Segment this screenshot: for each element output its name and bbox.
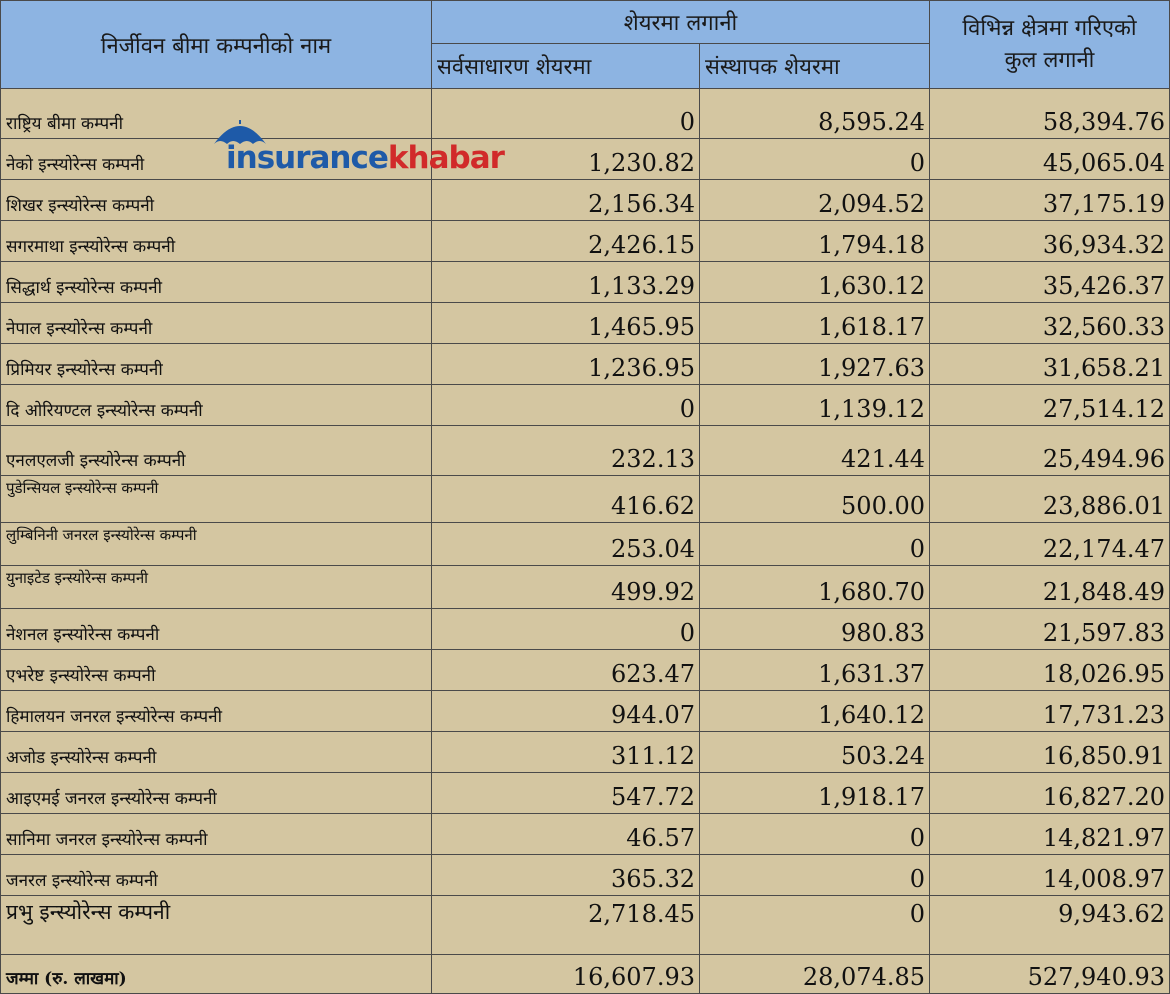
public-share-value: 416.62 [432,476,700,523]
insurancekhabar-logo [208,118,504,178]
company-name: नेपाल इन्स्योरेन्स कम्पनी [1,303,432,344]
public-share-value: 46.57 [432,814,700,855]
public-share-value: 1,236.95 [432,344,700,385]
promoter-share-value: 1,794.18 [700,221,930,262]
promoter-share-value: 2,094.52 [700,180,930,221]
total-header-line1: विभिन्न क्षेत्रमा गरिएको [962,15,1137,41]
public-share-value: 499.92 [432,566,700,609]
total-investment-value: 22,174.47 [930,523,1170,566]
total-investment-value: 31,658.21 [930,344,1170,385]
table-row [1,855,1170,896]
company-column-header: निर्जीवन बीमा कम्पनीको नाम [1,1,432,89]
promoter-share-value: 1,139.12 [700,385,930,426]
promoter-share-value: 503.24 [700,732,930,773]
public-share-value: 944.07 [432,691,700,732]
promoter-share-value: 421.44 [700,426,930,476]
total-investment-value: 16,850.91 [930,732,1170,773]
promoter-share-value: 1,630.12 [700,262,930,303]
company-name: एभरेष्ट इन्स्योरेन्स कम्पनी [1,650,432,691]
total-investment-value: 16,827.20 [930,773,1170,814]
total-investment-value: 9,943.62 [930,896,1170,955]
total-investment-value: 35,426.37 [930,262,1170,303]
promoter-share-value: 500.00 [700,476,930,523]
table-row [1,180,1170,221]
public-share-value: 232.13 [432,426,700,476]
company-name: युनाइटेड इन्स्योरेन्स कम्पनी [1,566,432,609]
company-name: अजोड इन्स्योरेन्स कम्पनी [1,732,432,773]
company-name: सगरमाथा इन्स्योरेन्स कम्पनी [1,221,432,262]
totals-label: जम्मा (रु. लाखमा) [1,955,432,994]
logo-word-khabar: khabar [387,140,504,176]
table-row [1,523,1170,566]
public-share-value: 0 [432,385,700,426]
total-investment-value: 18,026.95 [930,650,1170,691]
total-investment-value: 58,394.76 [930,89,1170,139]
share-investment-group-header: शेयरमा लगानी [432,1,930,44]
company-name: सिद्धार्थ इन्स्योरेन्स कम्पनी [1,262,432,303]
public-share-value: 365.32 [432,855,700,896]
total-investment-value: 14,008.97 [930,855,1170,896]
company-name: शिखर इन्स्योरेन्स कम्पनी [1,180,432,221]
company-name: लुम्बिनिनी जनरल इन्स्योरेन्स कम्पनी [1,523,432,566]
promoter-share-header: संस्थापक शेयरमा [700,44,930,89]
total-investment-value: 37,175.19 [930,180,1170,221]
total-investment-value: 27,514.12 [930,385,1170,426]
public-share-value: 311.12 [432,732,700,773]
promoter-share-value: 1,918.17 [700,773,930,814]
company-name: हिमालयन जनरल इन्स्योरेन्स कम्पनी [1,691,432,732]
promoter-share-value: 1,631.37 [700,650,930,691]
total-investment-value: 36,934.32 [930,221,1170,262]
public-share-value: 2,718.45 [432,896,700,955]
promoter-share-value: 980.83 [700,609,930,650]
table-row [1,303,1170,344]
public-share-value: 253.04 [432,523,700,566]
company-name: राष्ट्रिय बीमा कम्पनी [1,89,432,139]
logo-word-insurance: insurance [226,140,388,176]
public-share-value: 1,465.95 [432,303,700,344]
public-share-value: 0 [432,89,700,139]
public-share-header: सर्वसाधारण शेयरमा [432,44,700,89]
total-investment-value: 21,848.49 [930,566,1170,609]
total-investment-value: 23,886.01 [930,476,1170,523]
grand-total: 527,940.93 [930,955,1170,994]
table-row [1,650,1170,691]
company-name: दि ओरियण्टल इन्स्योरेन्स कम्पनी [1,385,432,426]
table-row [1,385,1170,426]
company-name: पुडेन्सियल इन्स्योरेन्स कम्पनी [1,476,432,523]
company-name: प्रिमियर इन्स्योरेन्स कम्पनी [1,344,432,385]
totals-row [1,955,1170,994]
public-share-value: 1,230.82 [432,139,700,180]
table-row [1,732,1170,773]
promoter-share-value: 0 [700,523,930,566]
total-header-line2: कुल लगानी [1004,47,1095,73]
promoter-share-value: 0 [700,814,930,855]
company-name: सानिमा जनरल इन्स्योरेन्स कम्पनी [1,814,432,855]
table-row [1,814,1170,855]
promoter-share-value: 1,640.12 [700,691,930,732]
table-row [1,89,1170,139]
table-row [1,609,1170,650]
company-name: प्रभु इन्स्योरेन्स कम्पनी [1,896,432,955]
total-investment-value: 32,560.33 [930,303,1170,344]
promoter-share-value: 8,595.24 [700,89,930,139]
promoter-share-value: 1,680.70 [700,566,930,609]
public-share-value: 0 [432,609,700,650]
total-investment-value: 21,597.83 [930,609,1170,650]
total-investment-value: 17,731.23 [930,691,1170,732]
table-row [1,773,1170,814]
public-share-value: 623.47 [432,650,700,691]
promoter-share-value: 0 [700,855,930,896]
table-row [1,691,1170,732]
promoter-share-value: 1,618.17 [700,303,930,344]
logo-wordmark [226,140,504,176]
table-row [1,426,1170,476]
total-investment-value: 14,821.97 [930,814,1170,855]
table-row [1,221,1170,262]
public-share-value: 2,426.15 [432,221,700,262]
company-name: नेशनल इन्स्योरेन्स कम्पनी [1,609,432,650]
public-share-value: 2,156.34 [432,180,700,221]
table-row [1,896,1170,955]
table-row [1,566,1170,609]
table-row [1,476,1170,523]
company-name: जनरल इन्स्योरेन्स कम्पनी [1,855,432,896]
promoter-share-value: 0 [700,896,930,955]
table-row [1,139,1170,180]
table-row [1,344,1170,385]
public-share-value: 547.72 [432,773,700,814]
company-name: आइएमई जनरल इन्स्योरेन्स कम्पनी [1,773,432,814]
promoter-share-value: 1,927.63 [700,344,930,385]
total-investment-value: 45,065.04 [930,139,1170,180]
total-investment-header [930,1,1170,89]
promoter-share-value: 0 [700,139,930,180]
company-name: एनलएलजी इन्स्योरेन्स कम्पनी [1,426,432,476]
company-name: नेको इन्स्योरेन्स कम्पनी [1,139,432,180]
table-row [1,262,1170,303]
promoter-share-total: 28,074.85 [700,955,930,994]
public-share-total: 16,607.93 [432,955,700,994]
public-share-value: 1,133.29 [432,262,700,303]
total-investment-value: 25,494.96 [930,426,1170,476]
